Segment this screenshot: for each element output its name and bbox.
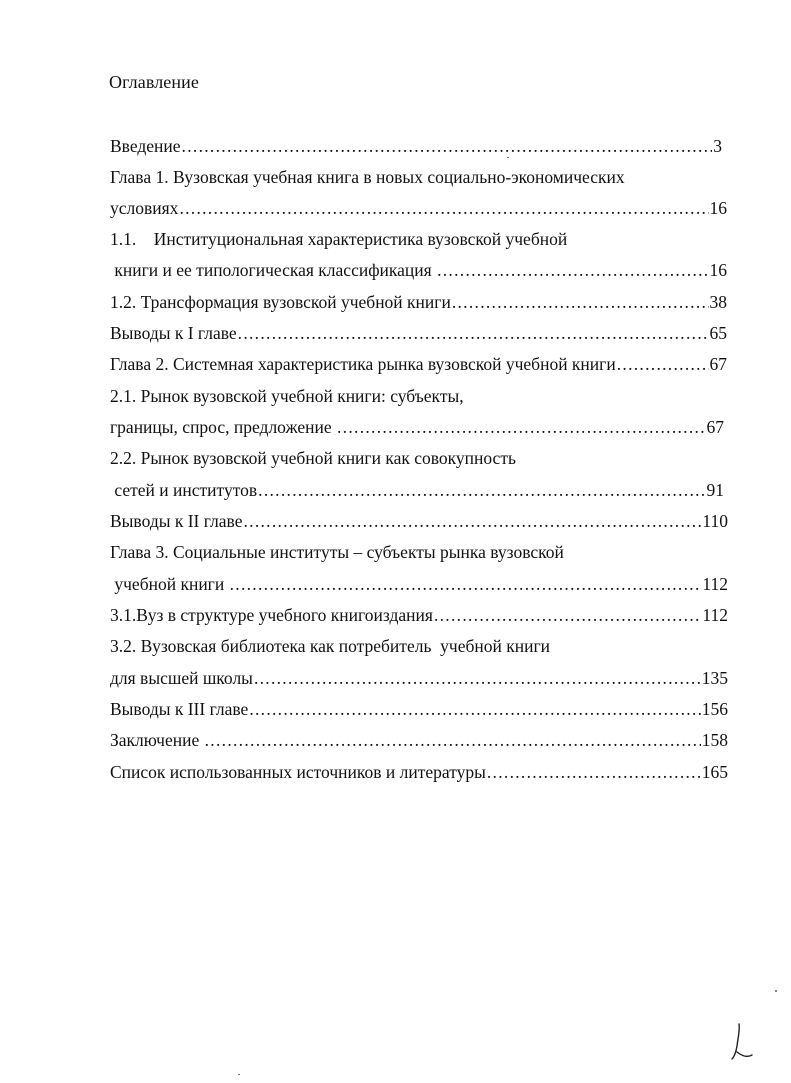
- toc-entry: [110, 385, 464, 407]
- toc-entry-text: Введение: [110, 136, 181, 156]
- toc-entry-page: 91: [706, 480, 724, 500]
- toc-entry-text: 3.1.Вуз в структуре учебного книгоиздания: [110, 605, 433, 625]
- toc-leader-dots: [487, 761, 701, 783]
- toc-entry-text: учебной книги: [110, 574, 229, 594]
- toc-entry-text: 1.2. Трансформация вузовской учебной книги: [110, 292, 451, 312]
- toc-leader-dots: [434, 604, 701, 626]
- toc-entry: [110, 635, 550, 657]
- toc-entry-text: границы, спрос, предложение: [110, 417, 336, 437]
- toc-entry-page: 135: [701, 668, 728, 688]
- toc-entry-page: 110: [702, 511, 728, 531]
- toc-entry-page: 112: [702, 605, 728, 625]
- toc-entry-page: 67: [706, 417, 724, 437]
- toc-entry-text: Глава 1. Вузовская учебная книга в новых социально-экономических: [110, 167, 625, 187]
- toc-entry: [110, 729, 728, 751]
- toc-entry: [110, 228, 567, 250]
- toc-entry-text: 2.2. Рынок вузовской учебной книги как совокупность: [110, 448, 516, 468]
- toc-entry: [110, 479, 724, 501]
- toc-entry-text: Выводы к I главе: [110, 323, 237, 343]
- toc-leader-dots: [258, 479, 705, 501]
- toc-entry: [110, 291, 727, 313]
- toc-leader-dots: [437, 259, 708, 281]
- toc-leader-dots: [254, 667, 701, 689]
- toc-entry: [110, 573, 728, 595]
- toc-entry-page: 158: [701, 730, 728, 750]
- toc-leader-dots: [182, 135, 713, 157]
- toc-entry: [110, 761, 728, 783]
- toc-leader-dots: [617, 353, 709, 375]
- toc-entry: [110, 353, 727, 375]
- toc-entry: [110, 197, 727, 219]
- toc-entry-text: Выводы к III главе: [110, 699, 249, 719]
- toc-entry: [110, 541, 564, 563]
- toc-entry-page: 65: [709, 323, 727, 343]
- toc-entry-page: 38: [709, 292, 727, 312]
- toc-entry-text: Список использованных источников и литературы: [110, 762, 486, 782]
- handwritten-page-mark: [728, 1022, 754, 1062]
- scan-speck: [775, 990, 777, 992]
- toc-entry-text: условиях: [110, 198, 179, 218]
- toc-entry-page: 16: [709, 260, 727, 280]
- toc-entry: [110, 322, 727, 344]
- toc-entry-text: для высшей школы: [110, 668, 253, 688]
- toc-entry: [110, 166, 625, 188]
- page-title: Оглавление: [109, 72, 199, 92]
- toc-entry-text: сетей и институтов: [110, 480, 258, 500]
- toc-entry: [110, 667, 728, 689]
- toc-entry: [110, 510, 728, 532]
- toc-entry: [110, 604, 728, 626]
- toc-leader-dots: [205, 729, 701, 751]
- toc-entry-page: 156: [701, 699, 728, 719]
- toc-entry-text: 3.2. Вузовская библиотека как потребитель учебной книги: [110, 636, 551, 656]
- toc-entry-page: 16: [709, 198, 727, 218]
- toc-entry-text: книги и ее типологическая классификация: [110, 260, 437, 280]
- toc-leader-dots: [238, 322, 709, 344]
- toc-entry: [110, 698, 728, 720]
- scan-speck: [507, 157, 509, 158]
- toc-entry: [110, 416, 724, 438]
- toc-entry-text: Заключение: [110, 730, 204, 750]
- toc-leader-dots: [452, 291, 709, 313]
- toc-entry-text: Глава 2. Системная характеристика рынка вузовской учебной книги: [110, 354, 616, 374]
- toc-leader-dots: [230, 573, 702, 595]
- toc-entry-page: 3: [713, 136, 722, 156]
- toc-entry-text: 1.1. Институциональная характеристика вузовской учебной: [110, 229, 568, 249]
- toc-entry-text: 2.1. Рынок вузовской учебной книги: субъекты,: [110, 386, 464, 406]
- toc-entry: [110, 135, 722, 157]
- toc-leader-dots: [249, 698, 700, 720]
- toc-leader-dots: [179, 197, 708, 219]
- toc-entry: [110, 447, 516, 469]
- toc-entry-text: Выводы к II главе: [110, 511, 243, 531]
- toc-entry-page: 67: [709, 354, 727, 374]
- scan-speck: [238, 1074, 240, 1075]
- toc-leader-dots: [243, 510, 701, 532]
- toc-leader-dots: [337, 416, 706, 438]
- toc-entry-page: 112: [702, 574, 728, 594]
- toc-entry: [110, 259, 727, 281]
- toc-entry-page: 165: [701, 762, 728, 782]
- toc-entry-text: Глава 3. Социальные институты – субъекты рынка вузовской: [110, 542, 564, 562]
